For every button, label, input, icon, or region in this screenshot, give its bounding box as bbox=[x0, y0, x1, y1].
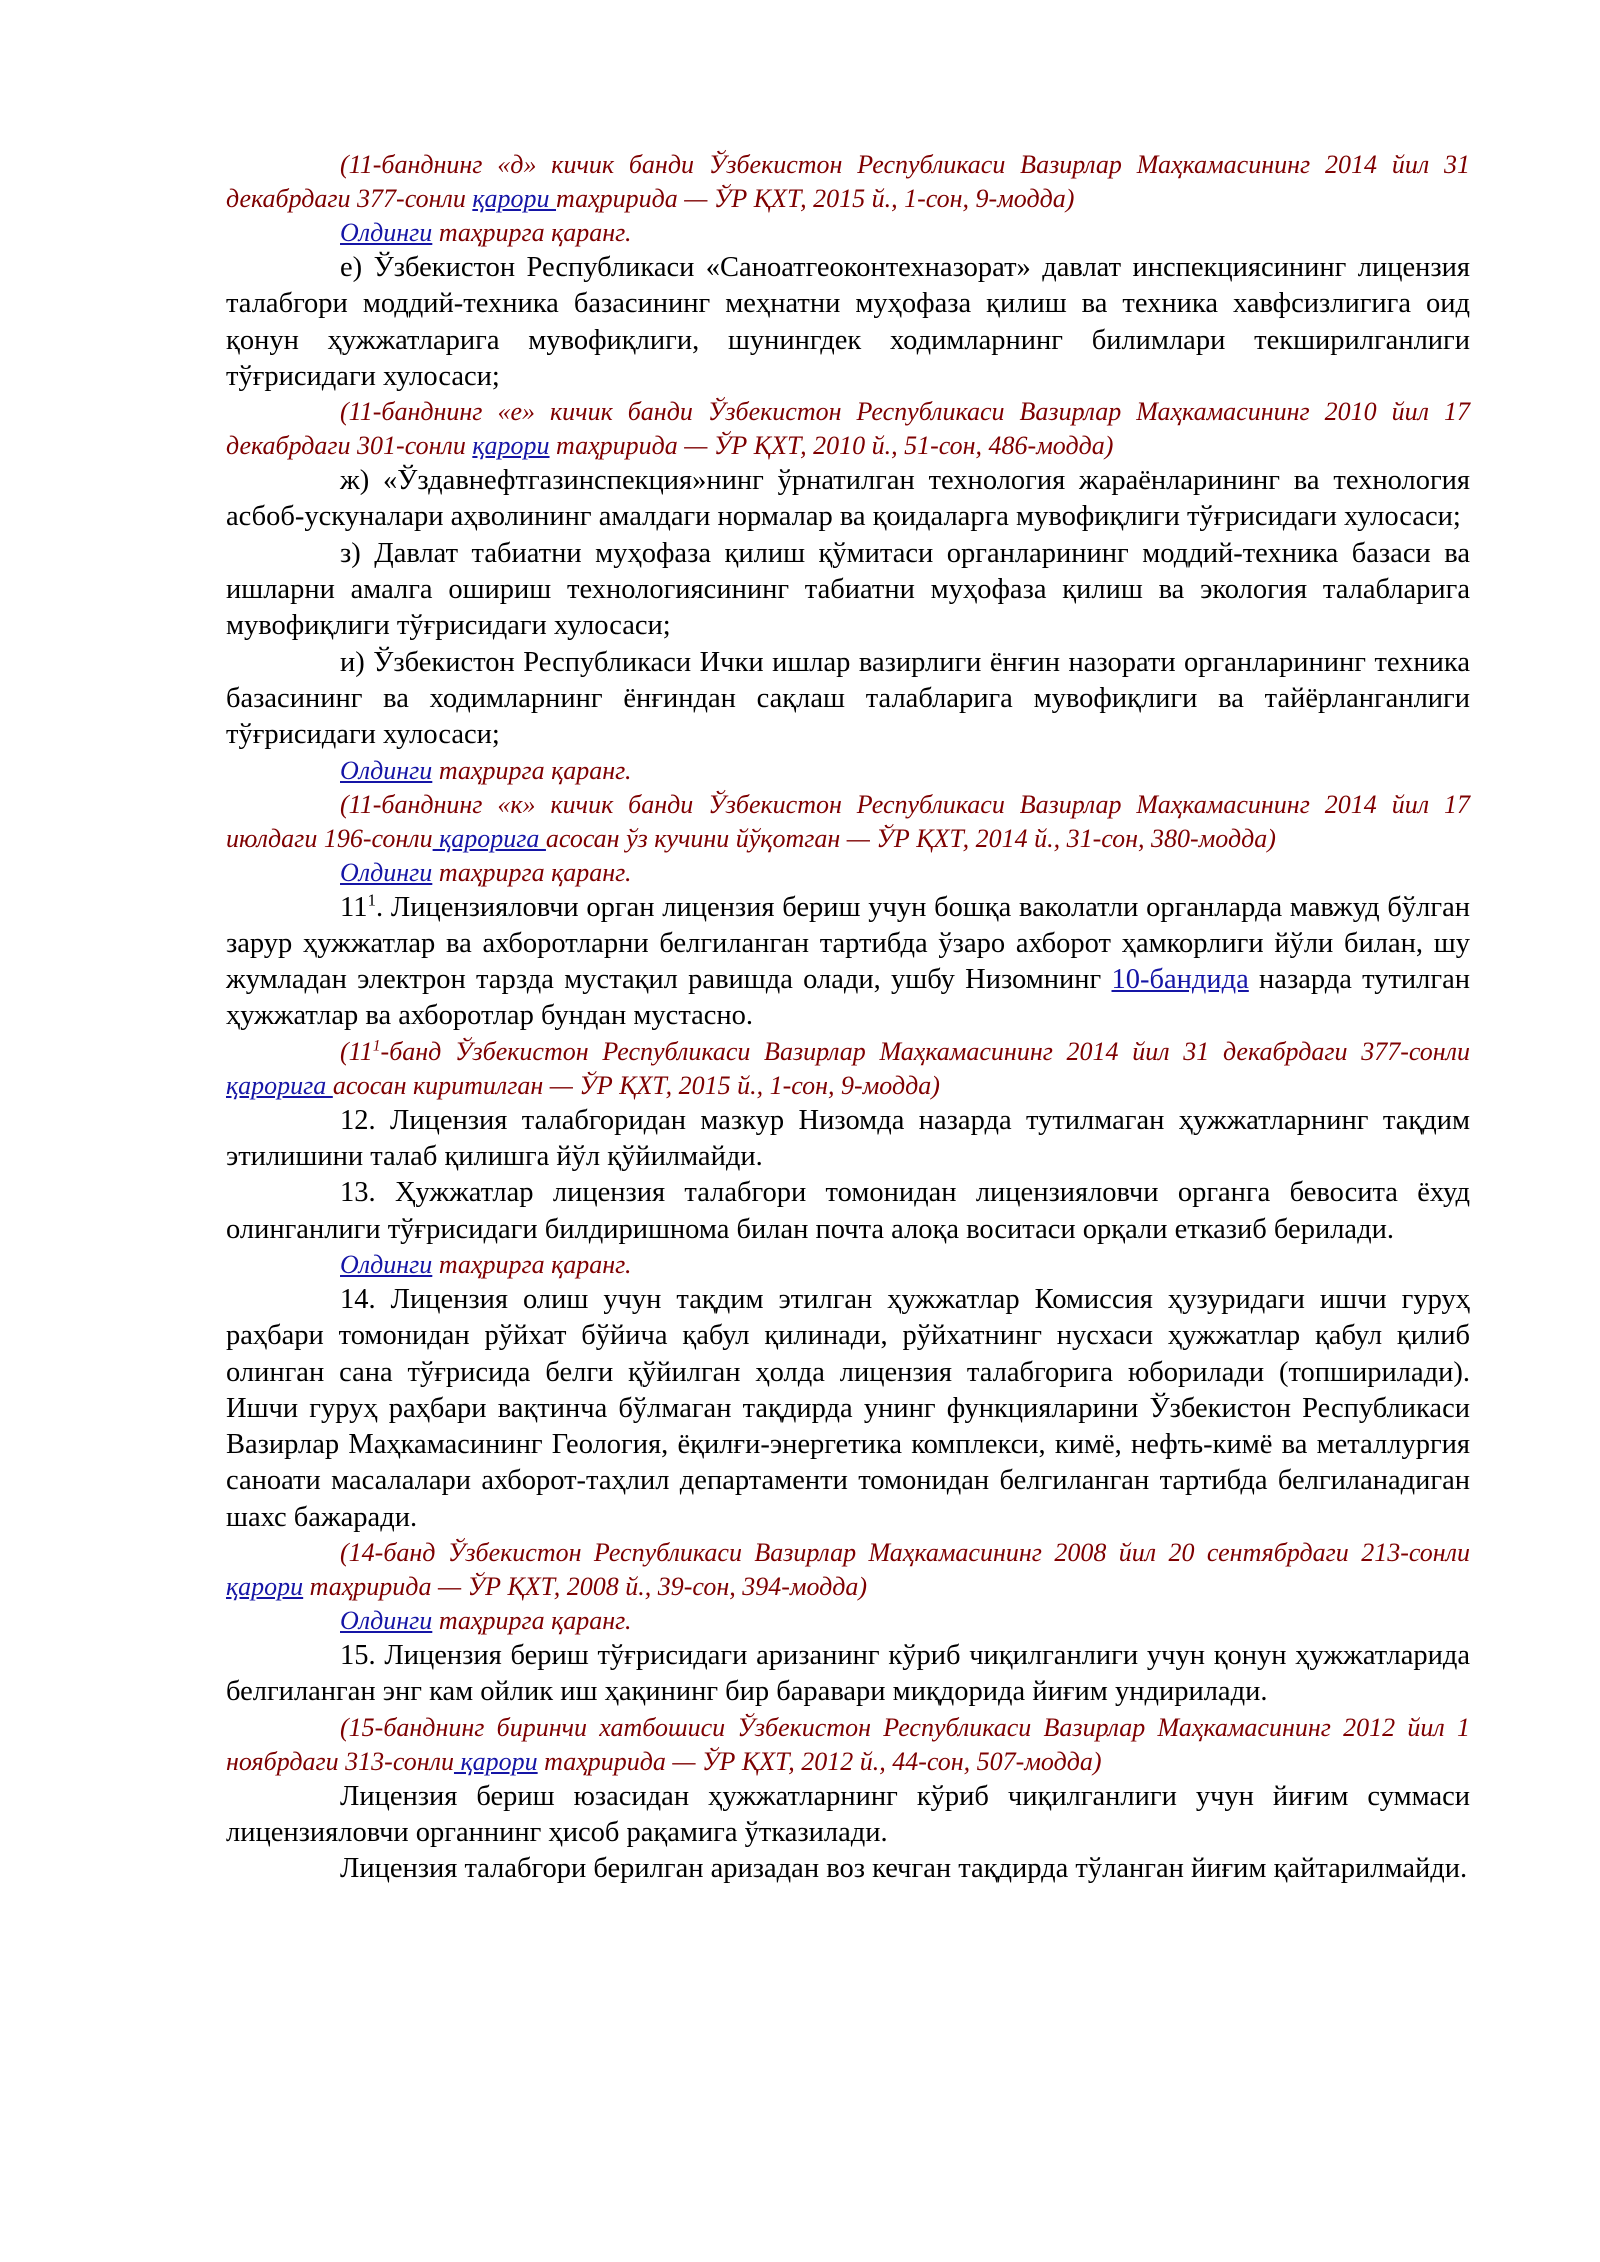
document-page bbox=[226, 148, 1470, 1888]
previous-edition-text: таҳрирга қаранг. bbox=[432, 1249, 632, 1279]
note-superscript: 1 bbox=[372, 1037, 381, 1055]
paragraph-12: 12. Лицензия талабгоридан мазкур Низомда назарда тутилмаган ҳужжатларнинг тақдим этилишини талаб қилишга йўл қўйилмайди. bbox=[226, 1104, 1470, 1173]
paragraph-number-superscript: 1 bbox=[367, 890, 376, 910]
note-text: (11-банднинг «е» кичик банди Ўзбекистон Республикаси Вазирлар Маҳкамасининг 2010 йил 17 декабрдаги 301-сонли bbox=[226, 397, 1470, 461]
amendment-note bbox=[226, 395, 1470, 463]
paragraph-15-second: Лицензия бериш юзасидан ҳужжатларнинг кўриб чиқилганлиги учун йиғим суммаси лицензияловчи органнинг ҳисоб рақамига ўтказилади. bbox=[226, 1780, 1470, 1848]
resolution-link[interactable]: қарори bbox=[453, 1746, 538, 1776]
paragraph-zh: ж) «Ўздавнефтгазинспекция»нинг ўрнатилган технология жараёнларининг ва технология асбоб-ускуналари аҳволининг амалдаги нормалар ва қоидаларга мувофиқлиги тўғрисидаги хулосаси; bbox=[226, 465, 1470, 533]
paragraph-z: з) Давлат табиатни муҳофаза қилиш қўмитаси органларининг моддий-техника базаси ва ишларни амалга ошириш технологиясининг табиатни муҳофаза қилиш ва экология талабларига мувофиқлиги тўғрисидаги хулосаси; bbox=[226, 537, 1470, 642]
paragraph-text: назарда тутилган ҳужжатлар ва ахборотлар бундан мустасно. bbox=[226, 964, 1470, 1032]
paragraph-14: 14. Лицензия олиш учун тақдим этилган ҳужжатлар Комиссия ҳузуридаги ишчи гуруҳ раҳбари томонидан рўйхат бўйича қабул қилинади, рўйхатнинг нусхаси ҳужжатлар қабул қилиб олинган сана тўғрисида белги қўйилган ҳолда лицензия талабгорига юборилади (топширилади). Ишчи гуруҳ раҳбари вақтинча бўлмаган тақдирда унинг функцияларини Ўзбекистон Республикаси Вазирлар Маҳкамасининг Геология, ёқилғи-энергетика комплекси, кимё, нефть-кимё ва металлургия саноати масалалари ахборот-таҳлил департаменти томонидан белгиланган тартибда белгиланадиган шахс бажаради. bbox=[226, 1283, 1470, 1533]
previous-edition-note bbox=[226, 1248, 1470, 1282]
note-text: асосан ўз кучини йўқотган — ЎР ҚХТ, 2014 й., 31-сон, 380-модда) bbox=[545, 823, 1276, 853]
note-text: (15-банднинг биринчи хатбошиси Ўзбекистон Республикаси Вазирлар Маҳкамасининг 2012 йил 1 ноябрдаги 313-сонли bbox=[226, 1712, 1470, 1776]
resolution-link[interactable]: қарорига bbox=[432, 823, 546, 853]
note-text: (14-банд Ўзбекистон Республикаси Вазирлар Маҳкамасининг 2008 йил 20 сентябрдаги 213-сонли bbox=[340, 1538, 1470, 1568]
previous-edition-link[interactable]: Олдинги bbox=[340, 218, 433, 247]
paragraph-number: 11 bbox=[340, 891, 368, 923]
amendment-note bbox=[226, 148, 1470, 216]
note-text: таҳририда — ЎР ҚХТ, 2015 й., 1-сон, 9-модда) bbox=[556, 184, 1075, 213]
paragraph-e: е) Ўзбекистон Республикаси «Саноатгеоконтехназорат» давлат инспекциясининг лицензия талабгори моддий-техника базасининг меҳнатни муҳофаза қилиш ва техника хавфсизлигига оид қонун ҳужжатларига мувофиқлиги, шунингдек ходимларнинг билимлари текширилганлиги тўғрисидаги хулосаси; bbox=[226, 252, 1470, 392]
previous-edition-link[interactable]: Олдинги bbox=[340, 857, 433, 887]
resolution-link[interactable]: қарорига bbox=[226, 1070, 333, 1100]
previous-edition-link[interactable]: Олдинги bbox=[340, 755, 433, 785]
previous-edition-link[interactable]: Олдинги bbox=[340, 1606, 433, 1636]
previous-edition-link[interactable]: Олдинги bbox=[340, 1249, 433, 1279]
previous-edition-text: таҳрирга қаранг. bbox=[432, 857, 632, 887]
resolution-link[interactable]: қарори bbox=[472, 184, 557, 213]
note-text: (11 bbox=[340, 1036, 373, 1066]
note-text: таҳририда — ЎР ҚХТ, 2010 й., 51-сон, 486-модда) bbox=[549, 431, 1114, 461]
amendment-note bbox=[226, 1711, 1470, 1779]
paragraph-13: 13. Ҳужжатлар лицензия талабгори томонидан лицензияловчи органга бевосита ёхуд олинганлиги тўғрисидаги билдиришнома билан почта алоқа воситаси орқали етказиб берилади. bbox=[226, 1177, 1470, 1245]
amendment-note bbox=[226, 788, 1470, 856]
note-text: -банд Ўзбекистон Республикаси Вазирлар Маҳкамасининг 2014 йил 31 декабрдаги 377-сонли bbox=[380, 1036, 1470, 1066]
resolution-link[interactable]: қарори bbox=[226, 1572, 304, 1602]
paragraph-11-1 bbox=[226, 890, 1470, 1035]
paragraph-text: . Лицензияловчи орган лицензия бериш учун бошқа ваколатли органларда мавжуд бўлган зарур ҳужжатлар ва ахборотларни белгиланган тартибда ўзаро ахборот ҳамкорлиги йўли билан, шу жумладан электрон тарзда мустақил равишда олади, ушбу Низомнинг bbox=[226, 891, 1470, 996]
previous-edition-text: таҳрирга қаранг. bbox=[432, 218, 632, 247]
note-text: асосан киритилган — ЎР ҚХТ, 2015 й., 1-сон, 9-модда) bbox=[332, 1070, 940, 1100]
amendment-note bbox=[226, 1035, 1470, 1103]
note-text: таҳририда — ЎР ҚХТ, 2008 й., 39-сон, 394-модда) bbox=[303, 1572, 868, 1602]
previous-edition-note bbox=[226, 1604, 1470, 1638]
previous-edition-text: таҳрирга қаранг. bbox=[432, 1606, 632, 1636]
paragraph-i: и) Ўзбекистон Республикаси Ички ишлар вазирлиги ёнғин назорати органларининг техника базасининг ва ходимларнинг ёнғиндан сақлаш талабларига мувофиқлиги ва тайёрланганлиги тўғрисидаги хулосаси; bbox=[226, 646, 1470, 751]
resolution-link[interactable]: қарори bbox=[472, 431, 550, 461]
amendment-note bbox=[226, 1536, 1470, 1604]
previous-edition-note bbox=[226, 754, 1470, 788]
note-text: таҳририда — ЎР ҚХТ, 2012 й., 44-сон, 507-модда) bbox=[537, 1746, 1102, 1776]
previous-edition-note bbox=[226, 856, 1470, 890]
note-text: (11-банднинг «д» кичик банди Ўзбекистон Республикаси Вазирлар Маҳкамасининг 2014 йил 31 декабрдаги 377-сонли bbox=[226, 150, 1470, 213]
paragraph-15: 15. Лицензия бериш тўғрисидаги аризанинг кўриб чиқилганлиги учун қонун ҳужжатларида белгиланган энг кам ойлик иш ҳақининг бир баравари миқдорида йиғим ундирилади. bbox=[226, 1640, 1470, 1708]
clause-10-link[interactable]: 10-бандида bbox=[1111, 964, 1249, 996]
previous-edition-note bbox=[226, 216, 1470, 250]
previous-edition-text: таҳрирга қаранг. bbox=[432, 755, 632, 785]
note-text: (11-банднинг «к» кичик банди Ўзбекистон Республикаси Вазирлар Маҳкамасининг 2014 йил 17 июлдаги 196-сонли bbox=[226, 789, 1470, 853]
paragraph-15-third: Лицензия талабгори берилган аризадан воз кечган тақдирда тўланган йиғим қайтарилмайди. bbox=[340, 1853, 1468, 1885]
